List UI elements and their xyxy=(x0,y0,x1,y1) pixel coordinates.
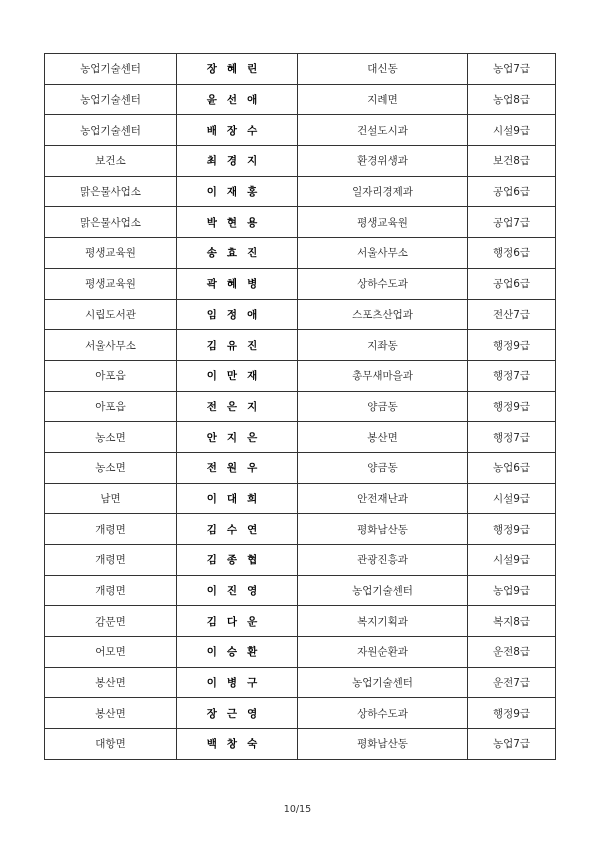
employee-name-cell: 장근영 xyxy=(177,698,298,729)
employee-name-cell: 이재홍 xyxy=(177,176,298,207)
employee-name-cell: 김유진 xyxy=(177,330,298,361)
table-row xyxy=(45,176,556,207)
destination-department-cell: 농업기술센터 xyxy=(298,575,468,606)
employee-name-cell: 장혜린 xyxy=(177,54,298,85)
job-grade-cell: 행정9급 xyxy=(468,330,556,361)
destination-department-cell: 평화남산동 xyxy=(298,729,468,760)
job-grade-cell: 시설9급 xyxy=(468,115,556,146)
table-row xyxy=(45,637,556,668)
employee-name-cell: 이대희 xyxy=(177,483,298,514)
destination-department-cell: 지좌동 xyxy=(298,330,468,361)
table-row xyxy=(45,575,556,606)
destination-department-cell: 상하수도과 xyxy=(298,698,468,729)
destination-department-cell: 농업기술센터 xyxy=(298,667,468,698)
destination-department-cell: 서울사무소 xyxy=(298,238,468,269)
origin-department-cell: 보건소 xyxy=(45,146,177,177)
destination-department-cell: 상하수도과 xyxy=(298,268,468,299)
job-grade-cell: 농업8급 xyxy=(468,84,556,115)
destination-department-cell: 안전재난과 xyxy=(298,483,468,514)
table-row xyxy=(45,729,556,760)
origin-department-cell: 아포읍 xyxy=(45,360,177,391)
employee-name-cell: 윤선애 xyxy=(177,84,298,115)
origin-department-cell: 대항면 xyxy=(45,729,177,760)
employee-name-cell: 이만재 xyxy=(177,360,298,391)
job-grade-cell: 행정9급 xyxy=(468,514,556,545)
job-grade-cell: 시설9급 xyxy=(468,483,556,514)
destination-department-cell: 양금동 xyxy=(298,391,468,422)
job-grade-cell: 전산7급 xyxy=(468,299,556,330)
origin-department-cell: 봉산면 xyxy=(45,698,177,729)
table-row xyxy=(45,238,556,269)
table-row xyxy=(45,115,556,146)
origin-department-cell: 평생교육원 xyxy=(45,268,177,299)
job-grade-cell: 시설9급 xyxy=(468,545,556,576)
table-row xyxy=(45,330,556,361)
origin-department-cell: 남면 xyxy=(45,483,177,514)
job-grade-cell: 농업9급 xyxy=(468,575,556,606)
employee-name-cell: 이승환 xyxy=(177,637,298,668)
destination-department-cell: 일자리경제과 xyxy=(298,176,468,207)
origin-department-cell: 어모면 xyxy=(45,637,177,668)
table-row xyxy=(45,146,556,177)
employee-name-cell: 곽혜병 xyxy=(177,268,298,299)
table-row xyxy=(45,606,556,637)
table-row xyxy=(45,483,556,514)
origin-department-cell: 농소면 xyxy=(45,452,177,483)
employee-name-cell: 백창숙 xyxy=(177,729,298,760)
employee-name-cell: 최경지 xyxy=(177,146,298,177)
employee-name-cell: 송효진 xyxy=(177,238,298,269)
employee-name-cell: 김수연 xyxy=(177,514,298,545)
origin-department-cell: 서울사무소 xyxy=(45,330,177,361)
employee-name-cell: 안지은 xyxy=(177,422,298,453)
table-row xyxy=(45,207,556,238)
origin-department-cell: 평생교육원 xyxy=(45,238,177,269)
table-row xyxy=(45,452,556,483)
table-row xyxy=(45,299,556,330)
destination-department-cell: 평화남산동 xyxy=(298,514,468,545)
employee-name-cell: 배장수 xyxy=(177,115,298,146)
table-row xyxy=(45,391,556,422)
job-grade-cell: 보건8급 xyxy=(468,146,556,177)
employee-name-cell: 김종협 xyxy=(177,545,298,576)
job-grade-cell: 행정7급 xyxy=(468,360,556,391)
job-grade-cell: 운전7급 xyxy=(468,667,556,698)
origin-department-cell: 시립도서관 xyxy=(45,299,177,330)
destination-department-cell: 지례면 xyxy=(298,84,468,115)
origin-department-cell: 농업기술센터 xyxy=(45,54,177,85)
origin-department-cell: 맑은물사업소 xyxy=(45,207,177,238)
origin-department-cell: 봉산면 xyxy=(45,667,177,698)
employee-name-cell: 임정애 xyxy=(177,299,298,330)
job-grade-cell: 행정9급 xyxy=(468,391,556,422)
table-row xyxy=(45,545,556,576)
employee-name-cell: 이병구 xyxy=(177,667,298,698)
employee-name-cell: 전은지 xyxy=(177,391,298,422)
destination-department-cell: 대신동 xyxy=(298,54,468,85)
origin-department-cell: 농업기술센터 xyxy=(45,115,177,146)
destination-department-cell: 자원순환과 xyxy=(298,637,468,668)
job-grade-cell: 복지8급 xyxy=(468,606,556,637)
destination-department-cell: 총무새마을과 xyxy=(298,360,468,391)
job-grade-cell: 농업6급 xyxy=(468,452,556,483)
job-grade-cell: 공업6급 xyxy=(468,268,556,299)
personnel-transfer-table xyxy=(44,53,556,760)
employee-name-cell: 김다운 xyxy=(177,606,298,637)
job-grade-cell: 공업7급 xyxy=(468,207,556,238)
table-body xyxy=(45,54,556,760)
table-row xyxy=(45,54,556,85)
destination-department-cell: 평생교육원 xyxy=(298,207,468,238)
origin-department-cell: 맑은물사업소 xyxy=(45,176,177,207)
origin-department-cell: 농업기술센터 xyxy=(45,84,177,115)
origin-department-cell: 감문면 xyxy=(45,606,177,637)
job-grade-cell: 운전8급 xyxy=(468,637,556,668)
destination-department-cell: 스포츠산업과 xyxy=(298,299,468,330)
employee-name-cell: 이진영 xyxy=(177,575,298,606)
origin-department-cell: 개령면 xyxy=(45,575,177,606)
table-row xyxy=(45,514,556,545)
origin-department-cell: 농소면 xyxy=(45,422,177,453)
destination-department-cell: 복지기획과 xyxy=(298,606,468,637)
origin-department-cell: 개령면 xyxy=(45,545,177,576)
origin-department-cell: 개령면 xyxy=(45,514,177,545)
origin-department-cell: 아포읍 xyxy=(45,391,177,422)
job-grade-cell: 공업6급 xyxy=(468,176,556,207)
job-grade-cell: 행정6급 xyxy=(468,238,556,269)
table-row xyxy=(45,698,556,729)
table-row xyxy=(45,422,556,453)
table-row xyxy=(45,360,556,391)
table-row xyxy=(45,84,556,115)
destination-department-cell: 환경위생과 xyxy=(298,146,468,177)
table-row xyxy=(45,268,556,299)
job-grade-cell: 농업7급 xyxy=(468,54,556,85)
destination-department-cell: 건설도시과 xyxy=(298,115,468,146)
page-number: 10/15 xyxy=(283,804,312,815)
table-row xyxy=(45,667,556,698)
destination-department-cell: 봉산면 xyxy=(298,422,468,453)
job-grade-cell: 행정7급 xyxy=(468,422,556,453)
job-grade-cell: 농업7급 xyxy=(468,729,556,760)
employee-name-cell: 전원우 xyxy=(177,452,298,483)
job-grade-cell: 행정9급 xyxy=(468,698,556,729)
destination-department-cell: 관광진흥과 xyxy=(298,545,468,576)
destination-department-cell: 양금동 xyxy=(298,452,468,483)
employee-name-cell: 박현용 xyxy=(177,207,298,238)
